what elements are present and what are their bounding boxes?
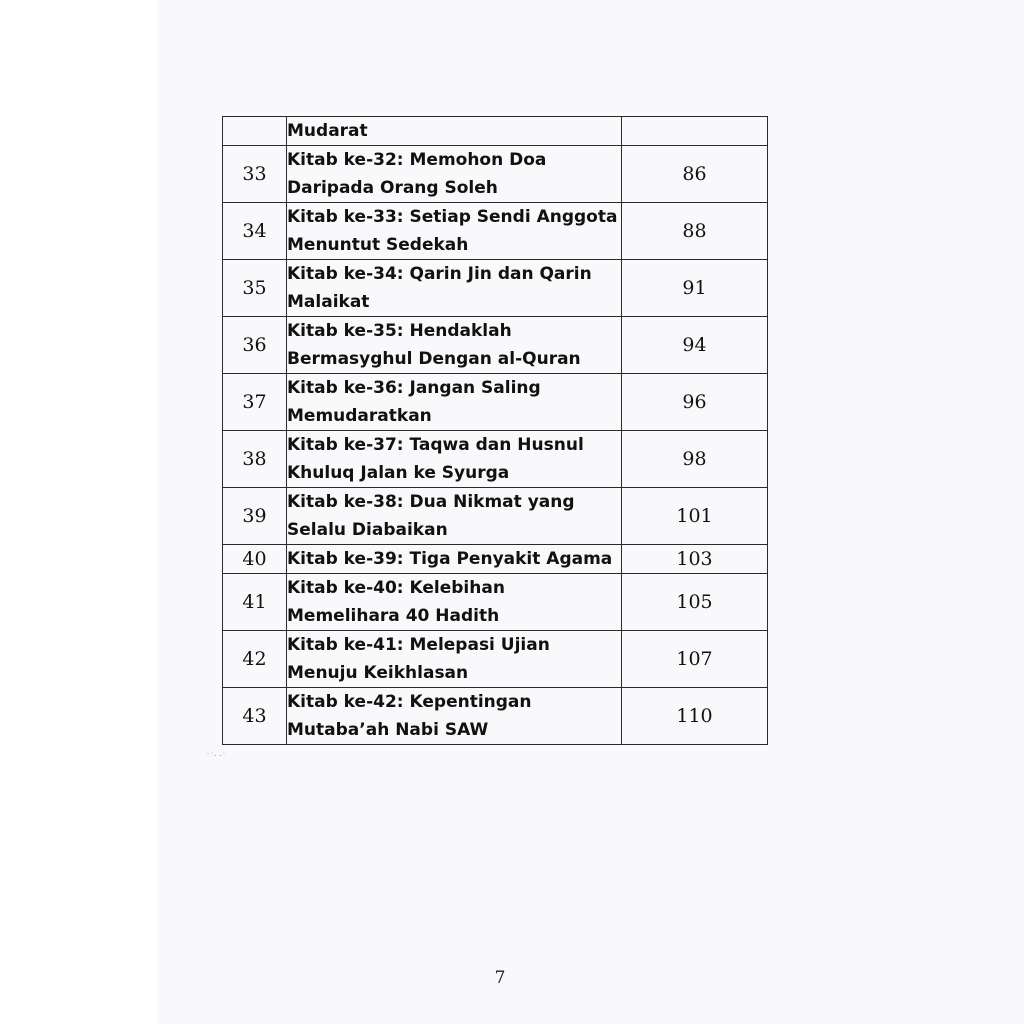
table-row xyxy=(223,688,768,745)
page-margin-strip xyxy=(0,0,158,1024)
table-row xyxy=(223,374,768,431)
table-of-contents xyxy=(222,116,768,745)
entry-number: 34 xyxy=(223,203,287,260)
entry-title-line1: Kitab ke-33: Setiap Sendi Anggota xyxy=(287,207,618,227)
table-row xyxy=(223,431,768,488)
entry-number: 37 xyxy=(223,374,287,431)
entry-title-line1: Kitab ke-42: Kepentingan xyxy=(287,692,532,712)
scan-speck: ˙˙ˑ ˑ˙ xyxy=(206,752,226,761)
entry-title xyxy=(287,488,622,545)
table-row xyxy=(223,488,768,545)
table-row xyxy=(223,203,768,260)
entry-title-line2: Menuntut Sedekah xyxy=(287,235,469,255)
page-number: 7 xyxy=(494,968,506,988)
table-row xyxy=(223,146,768,203)
entry-title-line1: Kitab ke-37: Taqwa dan Husnul xyxy=(287,435,584,455)
entry-page: 107 xyxy=(622,631,768,688)
entry-number: 33 xyxy=(223,146,287,203)
entry-title-line2: Daripada Orang Soleh xyxy=(287,178,498,198)
entry-title xyxy=(287,146,622,203)
entry-page: 91 xyxy=(622,260,768,317)
table-row xyxy=(223,117,768,146)
entry-page: 101 xyxy=(622,488,768,545)
entry-title-line1: Kitab ke-36: Jangan Saling xyxy=(287,378,541,398)
table-row xyxy=(223,574,768,631)
toc-body xyxy=(223,117,768,745)
entry-title xyxy=(287,317,622,374)
entry-title-line2: Menuju Keikhlasan xyxy=(287,663,469,683)
entry-title xyxy=(287,203,622,260)
entry-number: 38 xyxy=(223,431,287,488)
entry-page: 96 xyxy=(622,374,768,431)
entry-title-line2: Memelihara 40 Hadith xyxy=(287,606,500,626)
entry-title-line2: Selalu Diabaikan xyxy=(287,520,448,540)
table-row xyxy=(223,317,768,374)
entry-title-line1: Kitab ke-41: Melepasi Ujian xyxy=(287,635,550,655)
entry-number: 39 xyxy=(223,488,287,545)
entry-title-line1: Kitab ke-32: Memohon Doa xyxy=(287,150,547,170)
entry-title xyxy=(287,545,622,574)
entry-page: 94 xyxy=(622,317,768,374)
entry-page: 88 xyxy=(622,203,768,260)
entry-page: 98 xyxy=(622,431,768,488)
entry-title-line1: Mudarat xyxy=(287,121,368,141)
entry-number: 41 xyxy=(223,574,287,631)
entry-title-line1: Kitab ke-38: Dua Nikmat yang xyxy=(287,492,575,512)
entry-page xyxy=(622,117,768,146)
entry-title xyxy=(287,574,622,631)
entry-title-line1: Kitab ke-34: Qarin Jin dan Qarin xyxy=(287,264,592,284)
entry-title-line2: Malaikat xyxy=(287,292,370,312)
entry-title-line2: Khuluq Jalan ke Syurga xyxy=(287,463,510,483)
table-row xyxy=(223,545,768,574)
entry-number: 35 xyxy=(223,260,287,317)
entry-number xyxy=(223,117,287,146)
entry-title-line2: Mutaba’ah Nabi SAW xyxy=(287,720,489,740)
entry-title xyxy=(287,688,622,745)
entry-number: 42 xyxy=(223,631,287,688)
entry-title-line1: Kitab ke-35: Hendaklah xyxy=(287,321,512,341)
entry-title xyxy=(287,631,622,688)
entry-page: 103 xyxy=(622,545,768,574)
entry-title-line2: Bermasyghul Dengan al-Quran xyxy=(287,349,581,369)
entry-page: 105 xyxy=(622,574,768,631)
entry-title xyxy=(287,374,622,431)
entry-title-line2: Memudaratkan xyxy=(287,406,432,426)
entry-number: 40 xyxy=(223,545,287,574)
table-row xyxy=(223,631,768,688)
entry-number: 43 xyxy=(223,688,287,745)
entry-title xyxy=(287,117,622,146)
entry-title-line1: Kitab ke-40: Kelebihan xyxy=(287,578,505,598)
entry-number: 36 xyxy=(223,317,287,374)
entry-page: 110 xyxy=(622,688,768,745)
entry-title xyxy=(287,431,622,488)
table-row xyxy=(223,260,768,317)
entry-page: 86 xyxy=(622,146,768,203)
entry-title xyxy=(287,260,622,317)
entry-title-line1: Kitab ke-39: Tiga Penyakit Agama xyxy=(287,549,613,569)
